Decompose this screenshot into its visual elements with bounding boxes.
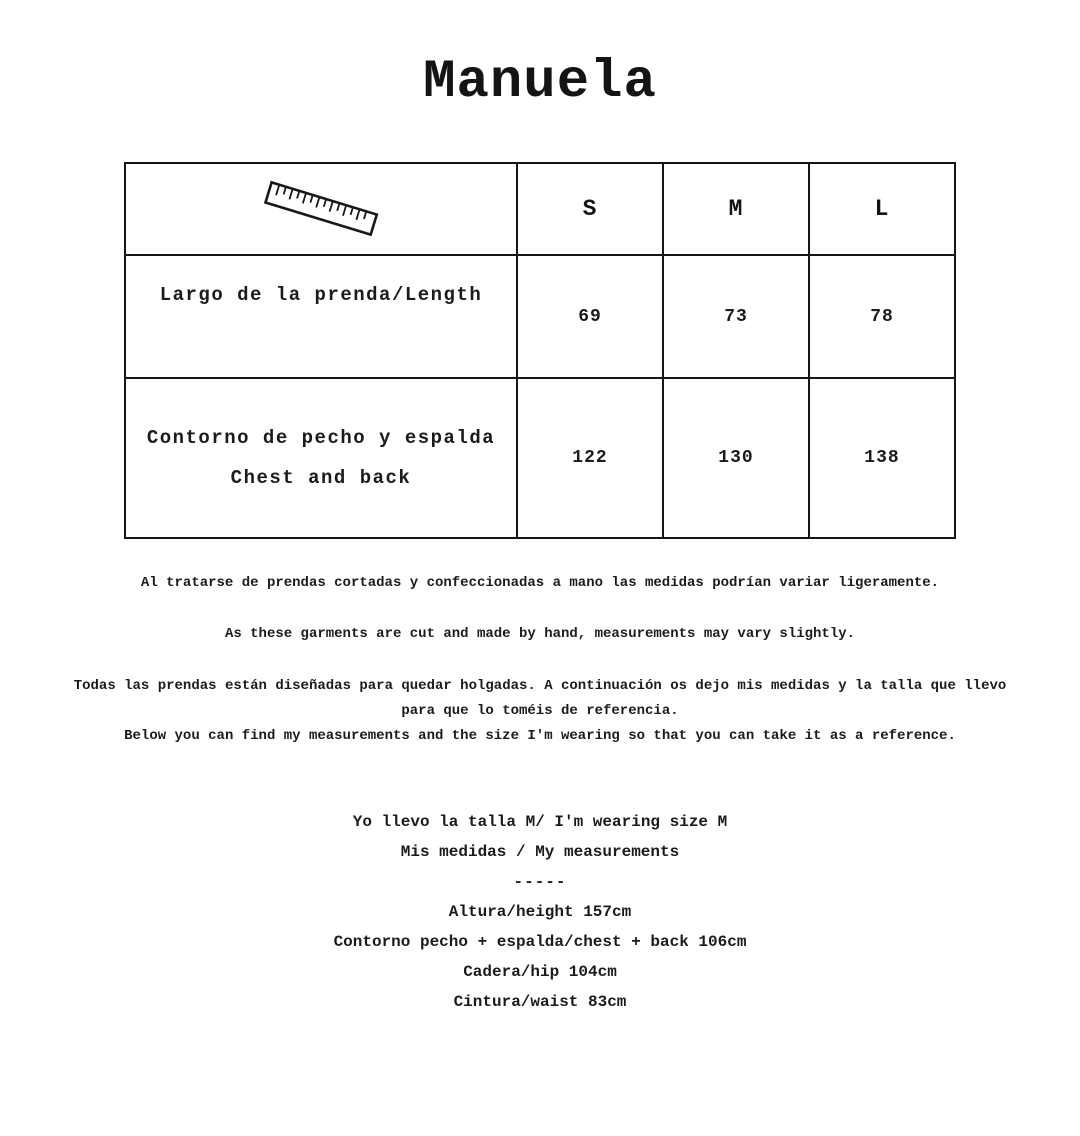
chest-value-l: 138 [809, 378, 955, 538]
size-table [124, 162, 956, 539]
measurement-height: Altura/height 157cm [448, 903, 632, 921]
size-header-m: M [663, 163, 809, 255]
chest-value-m: 130 [663, 378, 809, 538]
wearing-size-line: Yo llevo la talla M/ I'm wearing size M [352, 813, 728, 831]
length-value-m: 73 [663, 255, 809, 378]
size-header-l: L [809, 163, 955, 255]
note-es-fit-line1: Todas las prendas están diseñadas para quedar holgadas. A continuación os dejo mis medidas y la talla que llevo [73, 678, 1007, 694]
ruler-cell [125, 163, 517, 255]
measurement-hip: Cadera/hip 104cm [463, 963, 617, 981]
length-value-l: 78 [809, 255, 955, 378]
table-row-length [125, 255, 955, 378]
note-en-fit: Below you can find my measurements and the size I'm wearing so that you can take it as a reference. [124, 728, 956, 744]
note-en-handmade: As these garments are cut and made by hand, measurements may vary slightly. [224, 626, 856, 642]
chest-value-s: 122 [517, 378, 663, 538]
table-header-row [125, 163, 955, 255]
note-es-handmade: Al tratarse de prendas cortadas y confeccionadas a mano las medidas podrían variar ligeramente. [140, 575, 940, 591]
row-label-chest-en: Chest and back [230, 467, 412, 489]
page-title: Manuela [423, 52, 657, 113]
size-chart-page [0, 52, 1080, 1136]
my-measurements-section [0, 807, 1080, 1017]
measurement-waist: Cintura/waist 83cm [453, 993, 627, 1011]
table-row-chest [125, 378, 955, 538]
note-es-fit-line2: para que lo toméis de referencia. [401, 703, 679, 719]
row-label-chest-es: Contorno de pecho y espalda [146, 427, 496, 449]
row-label-length: Largo de la prenda/Length [125, 255, 517, 378]
measurements-heading: Mis medidas / My measurements [400, 843, 680, 861]
divider-dashes: ----- [513, 873, 567, 891]
size-header-s: S [517, 163, 663, 255]
note-fit-block [0, 674, 1080, 749]
notes-section [0, 573, 1080, 749]
measurement-chest: Contorno pecho + espalda/chest + back 106cm [333, 933, 747, 951]
row-label-chest [125, 378, 517, 538]
length-value-s: 69 [517, 255, 663, 378]
ruler-icon [255, 173, 387, 245]
